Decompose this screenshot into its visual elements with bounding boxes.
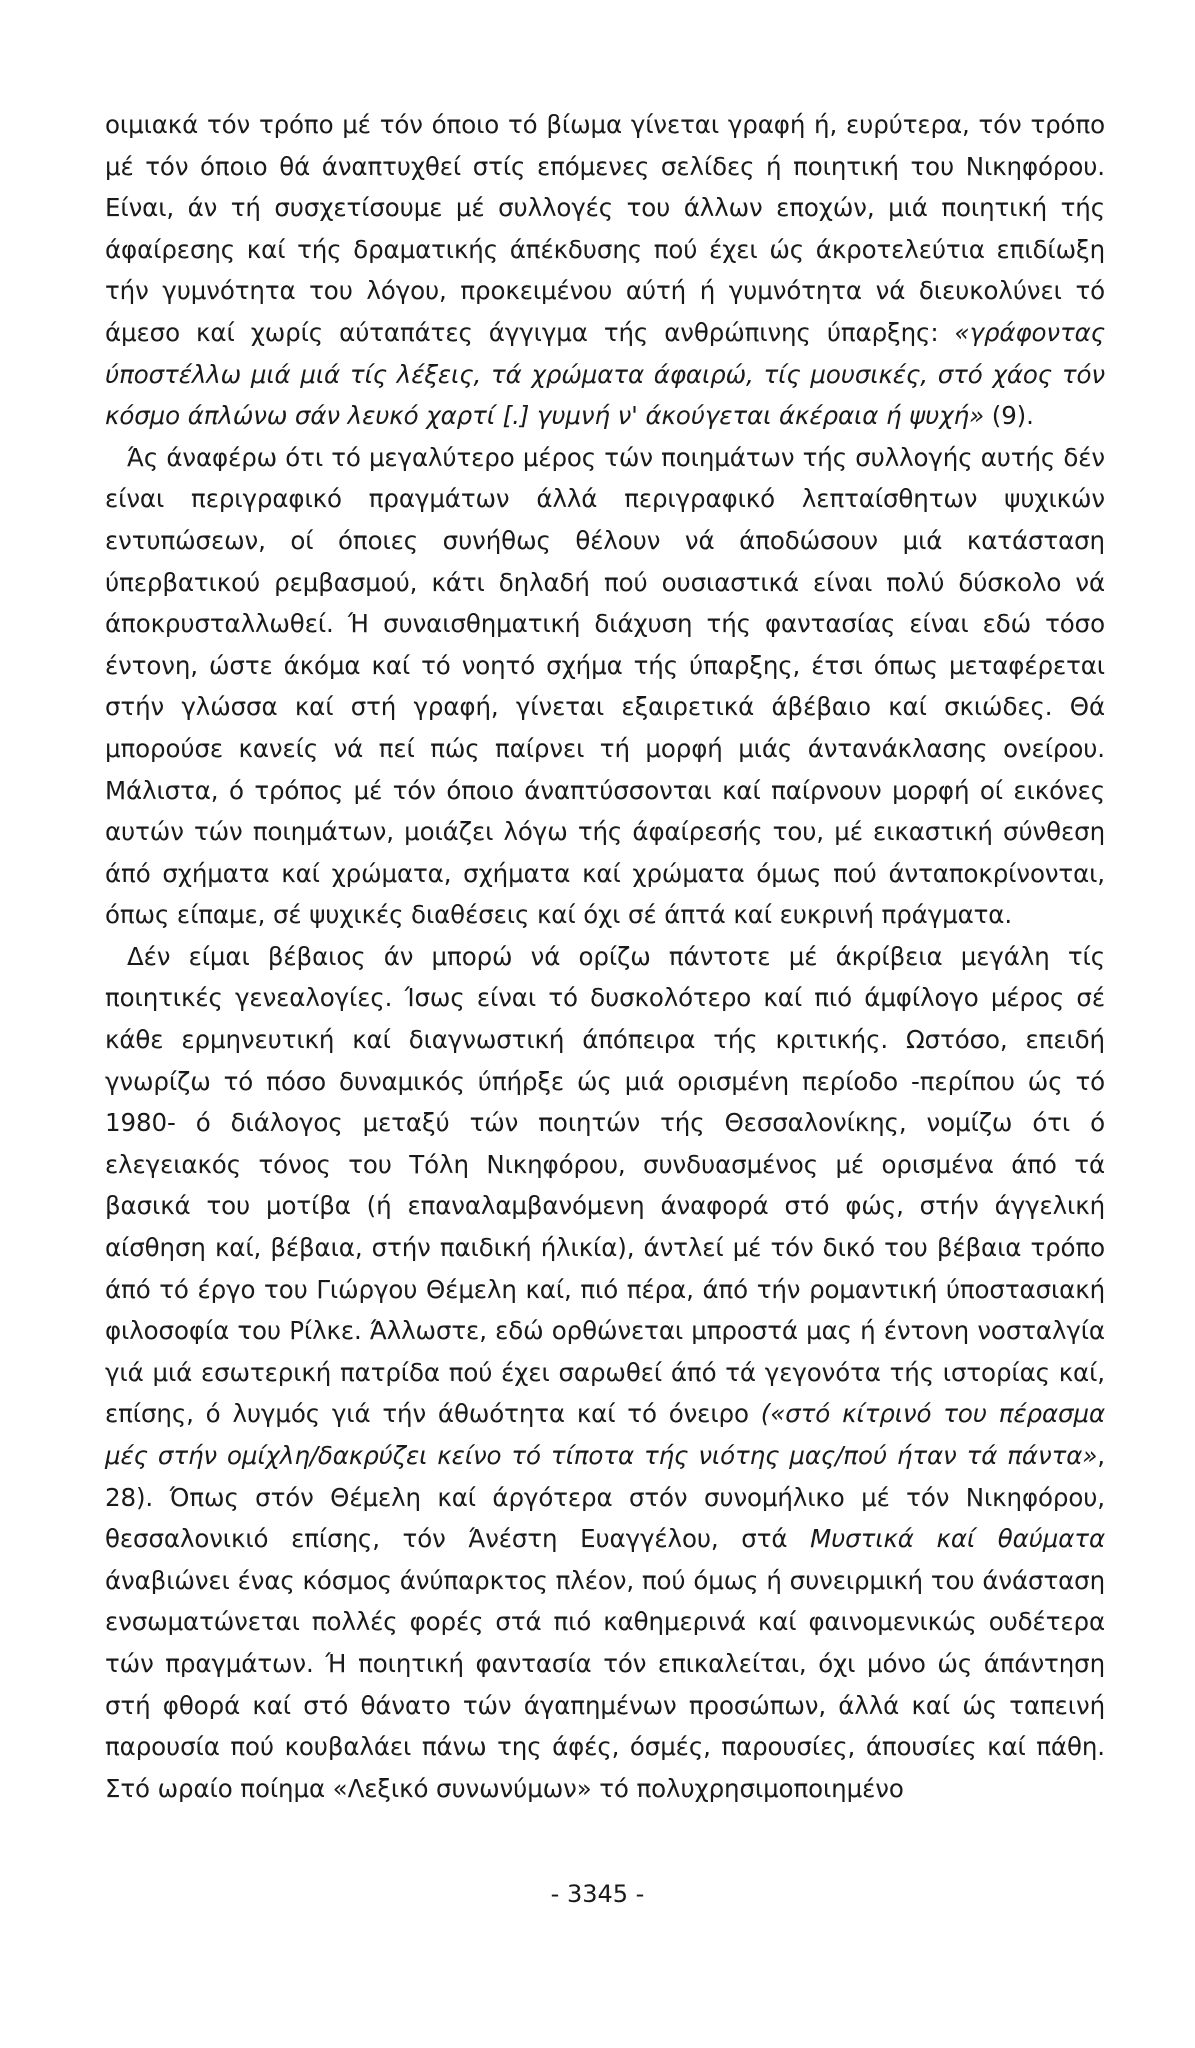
paragraph-3-quote: («στό κίτρινό του πέρασμα μές στήν ομίχλη/δακρύζει κείνο τό τίποτα τής νιότης μας/πού ήταν τά πάντα» [105,1399,1106,1470]
paragraph-3-text: Δέν είμαι βέβαιος άν μπορώ νά ορίζω πάντοτε μέ άκρίβεια μεγάλη τίς ποιητικές γενεαλογίες. Ίσως είναι τό δυσκολότερο καί πιό άμφίλογο μέρος σέ κάθε ερμηνευτική καί διαγνωστική άπόπειρα τής κριτικής. Ωστόσο, επειδή γνωρίζω τό πόσο δυναμικός ύπήρξε ώς μιά ορισμένη περίοδο -περίπου ώς τό 1980- ό διάλογος μεταξύ τών ποιητών τής Θεσσαλονίκης, νομίζω ότι ό ελεγειακός τόνος του Τόλη Νικηφόρου, συνδυασμένος μέ ορισμένα άπό τά βασικά του μοτίβα (ή επαναλαμβανόμενη άναφορά στό φώς, στήν άγγελική αίσθηση καί, βέβαια, στήν παιδική ήλικία), άντλεί μέ τόν δικό του βέβαια τρόπο άπό τό έργο του Γιώργου Θέμελη καί, πιό πέρα, άπό τήν ρομαντική ύποστασιακή φιλοσοφία του Ρίλκε. Άλλωστε, εδώ ορθώνεται μπροστά μας ή έντονη νοσταλγία γιά μιά εσωτερική πατρίδα πού έχει σαρωθεί άπό τά γεγονότα τής ιστορίας καί, επίσης, ό λυγμός γιά τήν άθωότητα καί τό όνειρο [105,941,1105,1429]
page-number: - 3345 - [550,1880,645,1908]
paragraph-1-text: οιμιακά τόν τρόπο μέ τόν όποιο τό βίωμα γίνεται γραφή ή, ευρύτερα, τόν τρόπο μέ τόν όποιο θά άναπτυχθεί στίς επόμενες σελίδες ή ποιητική του Νικηφόρου. Είναι, άν τή συσχετίσουμε μέ συλλογές του άλλων εποχών, μιά ποιητική τής άφαίρεσης καί τής δραματικής άπέκδυσης πού έχει ώς άκροτελεύτια επιδίωξη τήν γυμνότητα του λόγου, προκειμένου αύτή ή γυμνότητα νά διευκολύνει τό άμεσο καί χωρίς αύταπάτες άγγιγμα τής ανθρώπινης ύπαρξης: [105,110,1105,347]
page-body [105,104,1105,1809]
paragraph-2 [105,437,1105,936]
paragraph-1-citation: (9). [984,401,1034,431]
paragraph-3-book-title: Μυστικά καί θαύματα [810,1524,1105,1554]
paragraph-1-quote: «γράφοντας ύποστέλλω μιά μιά τίς λέξεις, τά χρώματα άφαιρώ, τίς μουσικές, στό χάος τόν κόσμο άπλώνω σάν λευκό χαρτί [.] γυμνή ν' άκούγεται άκέραια ή ψυχή» [105,317,1105,431]
paragraph-3 [105,936,1105,1809]
paragraph-2-text: Άς άναφέρω ότι τό μεγαλύτερο μέρος τών ποιημάτων τής συλλογής αυτής δέν είναι περιγραφικό πραγμάτων άλλά περιγραφικό λεπταίσθητων ψυχικών εντυπώσεων, οί όποιες συνήθως θέλουν νά άποδώσουν μιά κατάσταση ύπερβατικού ρεμβασμού, κάτι δηλαδή πού ουσιαστικά είναι πολύ δύσκολο νά άποκρυσταλλωθεί. Ή συναισθηματική διάχυση τής φαντασίας είναι εδώ τόσο έντονη, ώστε άκόμα καί τό νοητό σχήμα τής ύπαρξης, έτσι όπως μεταφέρεται στήν γλώσσα καί στή γραφή, γίνεται εξαιρετικά άβέβαιο καί σκιώδες. Θά μπορούσε κανείς νά πεί πώς παίρνει τή μορφή μιάς άντανάκλασης ονείρου. Μάλιστα, ό τρόπος μέ τόν όποιο άναπτύσσονται καί παίρνουν μορφή οί εικόνες αυτών τών ποιημάτων, μοιάζει λόγω τής άφαίρεσής του, μέ εικαστική σύνθεση άπό σχήματα καί χρώματα, σχήματα καί χρώματα όμως πού άνταποκρίνονται, όπως είπαμε, σέ ψυχικές διαθέσεις καί όχι σέ άπτά καί ευκρινή πράγματα. [105,442,1105,930]
paragraph-1 [105,104,1105,437]
paragraph-3-text-end: άναβιώνει ένας κόσμος άνύπαρκτος πλέον, πού όμως ή συνειρμική του άνάσταση ενσωματώνεται πολλές φορές στά πιό καθημερινά καί φαινομενικώς ουδέτερα τών πραγμάτων. Ή ποιητική φαντασία τόν επικαλείται, όχι μόνο ώς άπάντηση στή φθορά καί στό θάνατο τών άγαπημένων προσώπων, άλλά καί ώς ταπεινή παρουσία πού κουβαλάει πάνω της άφές, όσμές, παρουσίες, άπουσίες καί πάθη. Στό ωραίο ποίημα «Λεξικό συνωνύμων» τό πολυχρησιμοποιημένο [105,1565,1105,1803]
paragraph-3-text-cont: , 28). Όπως στόν Θέμελη καί άργότερα στόν συνομήλικο μέ τόν Νικηφόρου, θεσσαλονικιό επίσης, τόν Άνέστη Ευαγγέλου, στά [105,1441,1105,1554]
